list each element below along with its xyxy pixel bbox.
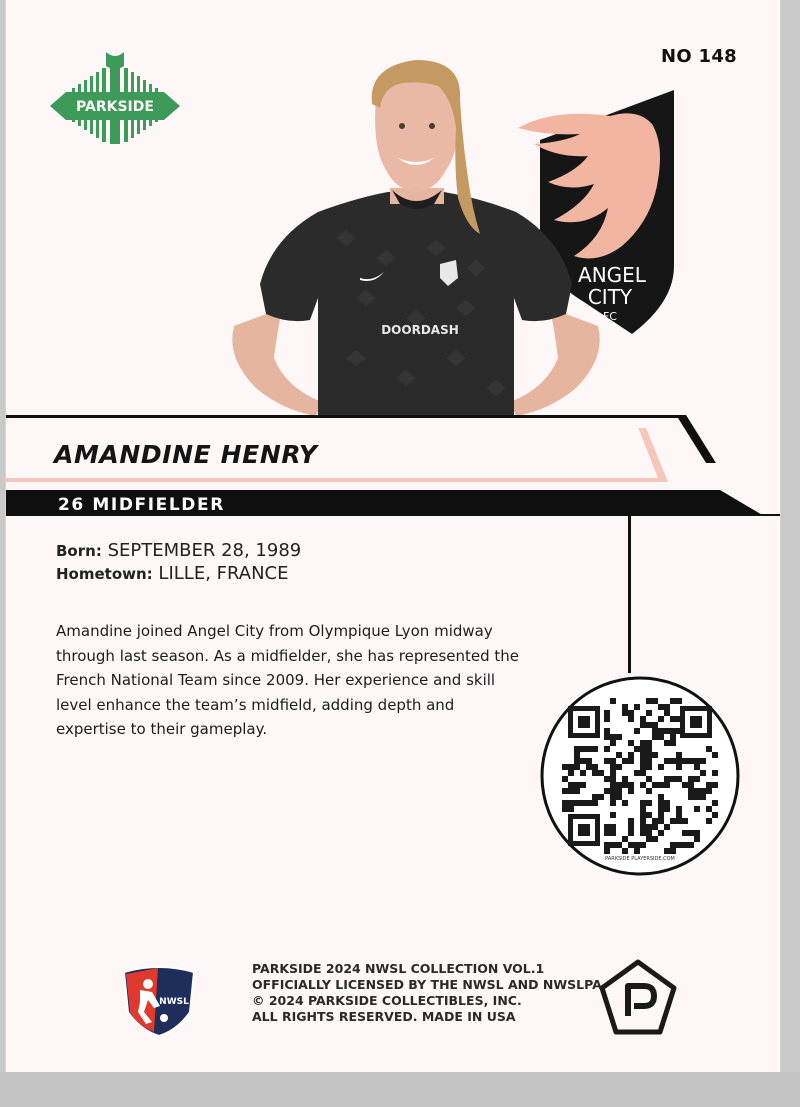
crest-text-fc: FC	[602, 310, 618, 323]
player-position: 26 MIDFIELDER	[58, 495, 225, 515]
card-number: NO 148	[660, 46, 737, 67]
player-bio: Amandine joined Angel City from Olympique Lyon midway through last season. As a midfielder, she has represented the French National Team since 2009. Her experience and skill level enhance the team’s midfield, adding depth and expertise to their gameplay.	[56, 622, 520, 738]
player-name: AMANDINE HENRY	[54, 440, 318, 469]
hometown-row	[56, 563, 288, 584]
trading-card-back	[6, 0, 780, 1072]
divider-line	[628, 515, 631, 673]
crest-text-city: CITY	[587, 285, 633, 309]
footer-line-2: OFFICIALLY LICENSED BY THE NWSL AND NWSLPA	[252, 977, 602, 992]
jersey-sponsor-text: DOORDASH	[381, 323, 459, 337]
footer-line-1: PARKSIDE 2024 NWSL COLLECTION VOL.1	[252, 961, 545, 976]
hometown-value: LILLE, FRANCE	[158, 563, 289, 584]
footer-line-3: © 2024 PARKSIDE COLLECTIBLES, INC.	[252, 993, 522, 1008]
nwsl-logo-text: NWSL	[159, 997, 189, 1007]
parkside-logo	[44, 46, 186, 146]
nwslpa-logo	[598, 958, 678, 1038]
parkside-logo-text: PARKSIDE	[76, 99, 154, 115]
footer-line-4: ALL RIGHTS RESERVED. MADE IN USA	[252, 1009, 516, 1024]
qr-code[interactable]	[540, 676, 740, 876]
born-row	[56, 540, 301, 561]
qr-caption: PARKSIDE PLAYERSIDE.COM	[605, 856, 675, 862]
footer-legal-text	[252, 961, 602, 1025]
crest-text-angel: ANGEL	[578, 263, 646, 287]
born-value: SEPTEMBER 28, 1989	[107, 540, 302, 561]
born-label: Born:	[56, 542, 102, 560]
hometown-label: Hometown:	[56, 565, 153, 583]
nwsl-logo	[118, 962, 200, 1038]
player-photo	[226, 58, 606, 422]
scan-background	[0, 1072, 800, 1107]
